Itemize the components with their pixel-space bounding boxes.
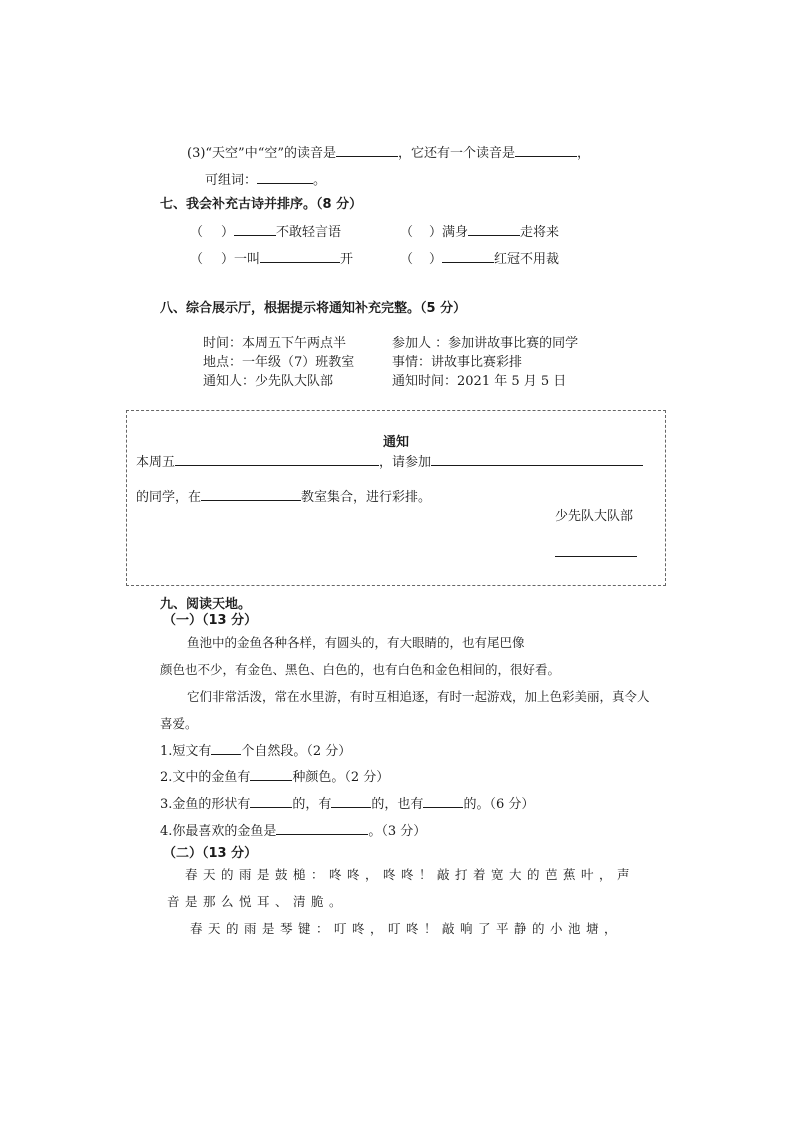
- info-notifier: 通知人：少先队大队部: [203, 374, 334, 389]
- paren-open: （: [400, 225, 414, 240]
- poem-blank[interactable]: [234, 223, 276, 236]
- reading-q2: [160, 768, 389, 787]
- passage-2-line-3: 春天的雨是琴键：叮咚，叮咚！敲响了平静的小池塘，: [190, 921, 623, 936]
- paren-close: ）: [221, 225, 235, 240]
- notice-blank-event[interactable]: [431, 453, 643, 466]
- q-text: 的，也有: [371, 797, 424, 812]
- notice-text: 本周五: [136, 455, 176, 470]
- poem-text: 不敢轻言语: [276, 225, 342, 240]
- passage-2-line-1: 春天的雨是鼓槌：咚咚，咚咚！敲打着宽大的芭蕉叶，声: [185, 867, 636, 882]
- q3-text-b: ，它还有一个读音是: [398, 146, 516, 161]
- info-time: 时间：本周五下午两点半: [203, 336, 347, 351]
- poem-text: 开: [340, 252, 354, 267]
- order-blank[interactable]: [203, 224, 221, 236]
- poem-blank[interactable]: [468, 223, 520, 236]
- answer-blank[interactable]: [250, 768, 292, 781]
- answer-blank[interactable]: [276, 822, 368, 835]
- order-blank[interactable]: [413, 224, 429, 236]
- notice-blank-place[interactable]: [201, 488, 301, 501]
- q3-text-d: 可组词：: [205, 173, 258, 188]
- answer-blank[interactable]: [250, 795, 292, 808]
- question-3-line: [187, 144, 590, 163]
- paren-close-text: ）满身: [429, 225, 469, 240]
- notice-signature: 少先队大队部: [555, 509, 634, 524]
- info-place: 地点：一年级（7）班教室: [203, 355, 355, 370]
- paren-open: （: [190, 225, 204, 240]
- question-3-word-line: [205, 171, 326, 190]
- reading-q1: [160, 742, 351, 761]
- part-2-title: （二）（13 分）: [163, 846, 258, 861]
- notice-text: 教室集合，进行彩排。: [301, 490, 432, 505]
- passage-1-line-3: 它们非常活泼，常在水里游，有时互相追逐，有时一起游戏，加上色彩美丽，真令人: [187, 689, 650, 704]
- s7-row1-right: [400, 223, 559, 242]
- passage-1-line-2: 颜色也不少，有金色、黑色、白色的，也有白色和金色相间的，很好看。: [160, 662, 561, 677]
- q3-blank-reading[interactable]: [336, 144, 398, 157]
- q-text: 个自然段。（2 分）: [241, 744, 352, 759]
- paren-close: ）: [429, 252, 443, 267]
- notice-line-2: [136, 488, 431, 507]
- info-notice-time: 通知时间：2021 年 5 月 5 日: [392, 374, 567, 389]
- part-1-title: （一）（13 分）: [163, 613, 258, 628]
- answer-blank[interactable]: [423, 795, 463, 808]
- passage-1-line-1: 鱼池中的金鱼各种各样，有圆头的，有大眼睛的，也有尾巴像: [187, 635, 525, 650]
- passage-1-line-4: 喜爱。: [160, 716, 198, 731]
- reading-q4: [160, 822, 426, 841]
- info-participants: 参加人 ：参加讲故事比赛的同学: [392, 336, 579, 351]
- order-blank[interactable]: [413, 251, 429, 263]
- notice-date-blank[interactable]: [555, 556, 637, 557]
- q3-blank-other-reading[interactable]: [515, 144, 577, 157]
- notice-line-1: [136, 453, 643, 472]
- poem-blank[interactable]: [260, 250, 340, 263]
- s7-row2-left: [190, 250, 353, 269]
- q-text: 2.文中的金鱼有: [160, 770, 251, 785]
- section-7-title: 七、我会补充古诗并排序。（8 分）: [160, 197, 363, 212]
- q-text: 种颜色。（2 分）: [292, 770, 390, 785]
- answer-blank[interactable]: [211, 742, 241, 755]
- section-8-title: 八、综合展示厅，根据提示将通知补充完整。（5 分）: [160, 301, 467, 316]
- notice-blank-time[interactable]: [175, 453, 379, 466]
- paren-open: （: [400, 252, 414, 267]
- s7-row2-right: [400, 250, 559, 269]
- info-matter: 事情：讲故事比赛彩排: [392, 355, 523, 370]
- q3-blank-word[interactable]: [257, 171, 313, 184]
- reading-q3: [160, 795, 534, 814]
- section-9-title: 九、阅读天地。: [160, 597, 252, 612]
- s7-row1-left: [190, 223, 341, 242]
- q3-text-a: (3)“天空”中“空”的读音是: [187, 146, 336, 161]
- notice-text: ，请参加: [379, 455, 432, 470]
- passage-2-line-2: 音是那么悦耳、清脆。: [167, 894, 348, 909]
- q-text: 1.短文有: [160, 744, 212, 759]
- q-text: 3.金鱼的形状有: [160, 797, 251, 812]
- q3-text-c: ，: [577, 146, 591, 161]
- q-text: 。（3 分）: [368, 824, 427, 839]
- notice-text: 的同学，在: [136, 490, 202, 505]
- paren-open: （: [190, 252, 204, 267]
- poem-text: 走将来: [520, 225, 560, 240]
- q-text: 的，有: [292, 797, 332, 812]
- q-text: 的。（6 分）: [463, 797, 535, 812]
- poem-blank[interactable]: [442, 250, 494, 263]
- q3-text-e: 。: [313, 173, 327, 188]
- paren-close-text: ）一叫: [221, 252, 261, 267]
- q-text: 4.你最喜欢的金鱼是: [160, 824, 277, 839]
- order-blank[interactable]: [203, 251, 221, 263]
- poem-text: 红冠不用裁: [494, 252, 560, 267]
- notice-title: 通知: [383, 435, 410, 450]
- answer-blank[interactable]: [331, 795, 371, 808]
